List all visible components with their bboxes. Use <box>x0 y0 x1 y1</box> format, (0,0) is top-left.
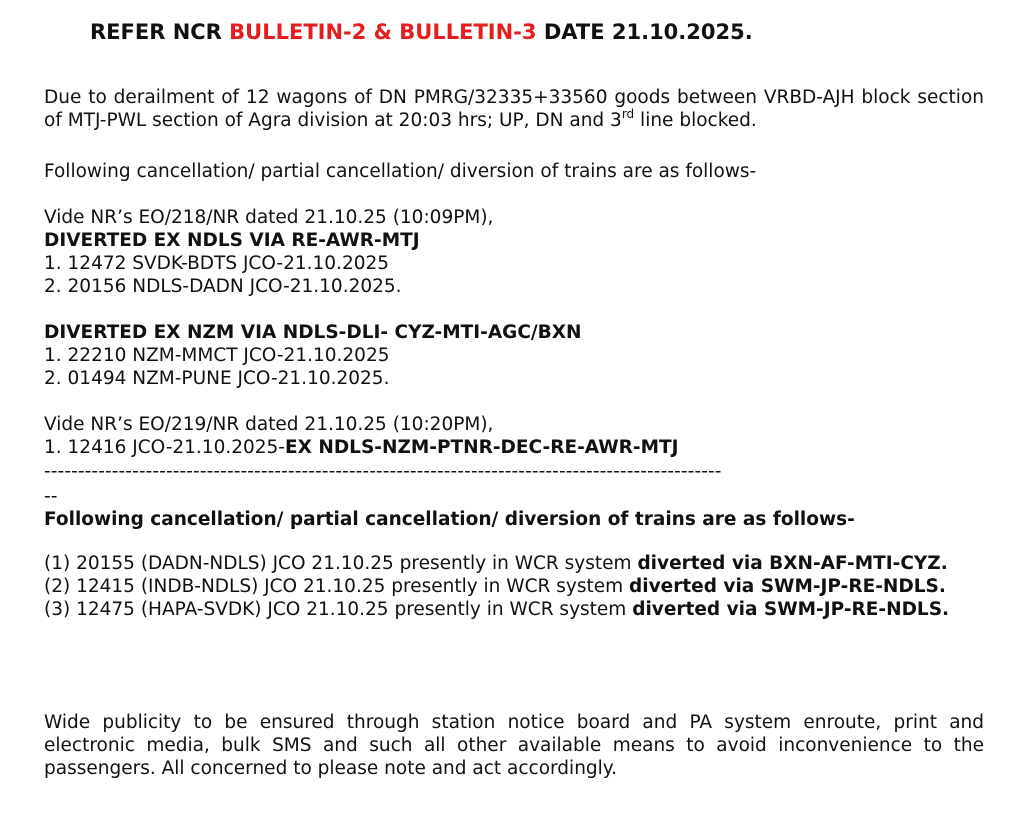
wcr-item-diversion: diverted via SWM-JP-RE-NDLS. <box>629 576 946 597</box>
title-bulletins: BULLETIN-2 & BULLETIN-3 <box>229 20 537 44</box>
eo218-section <box>44 206 984 298</box>
list-item: 1. 22210 NZM-MMCT JCO-21.10.2025 <box>44 345 390 366</box>
eo219-item-plain: 1. 12416 JCO-21.10.2025- <box>44 437 285 458</box>
wcr-diversion-list <box>44 552 984 621</box>
eo219-item <box>44 436 984 459</box>
eo218-diverted-heading-1: DIVERTED EX NDLS VIA RE-AWR-MTJ <box>44 230 420 251</box>
eo218-nzm-section <box>44 321 984 390</box>
list-item: 1. 12472 SVDK-BDTS JCO-21.10.2025 <box>44 253 390 274</box>
wcr-item-plain: (3) 12475 (HAPA-SVDK) JCO 21.10.25 presently in WCR system <box>44 599 633 620</box>
eo219-vide: Vide NR’s EO/219/NR dated 21.10.25 (10:20PM), <box>44 414 494 435</box>
list-item: 2. 20156 NDLS-DADN JCO-21.10.2025. <box>44 276 402 297</box>
eo219-section <box>44 413 984 459</box>
following-heading-1: Following cancellation/ partial cancellation/ diversion of trains are as follows- <box>44 161 757 182</box>
list-item <box>44 598 984 621</box>
intro-superscript: rd <box>621 107 635 121</box>
intro-paragraph <box>44 86 984 132</box>
following-heading-2: Following cancellation/ partial cancellation/ diversion of trains are as follows- <box>44 509 855 530</box>
list-item <box>44 552 984 575</box>
eo218-vide: Vide NR’s EO/218/NR dated 21.10.25 (10:09PM), <box>44 207 494 228</box>
wcr-item-diversion: diverted via SWM-JP-RE-NDLS. <box>632 599 950 620</box>
separator-line: ---------------------------------------------------------------------------------------------------- <box>44 461 722 482</box>
intro-tail: line blocked. <box>634 110 757 131</box>
eo219-item-route: EX NDLS-NZM-PTNR-DEC-RE-AWR-MTJ <box>285 437 679 458</box>
separator-tail: -- <box>44 486 58 507</box>
bulletin-title <box>90 18 753 46</box>
publicity-paragraph: Wide publicity to be ensured through station notice board and PA system enroute, print and electronic media, bulk SMS and such all other available means to avoid inconvenience to the passengers. All concerned to please note and act accordingly. <box>44 712 984 779</box>
eo218-diverted-heading-2: DIVERTED EX NZM VIA NDLS-DLI- CYZ-MTI-AGC/BXN <box>44 322 582 343</box>
wcr-item-plain: (2) 12415 (INDB-NDLS) JCO 21.10.25 presently in WCR system <box>44 576 629 597</box>
list-item: 2. 01494 NZM-PUNE JCO-21.10.2025. <box>44 368 390 389</box>
wcr-item-plain: (1) 20155 (DADN-NDLS) JCO 21.10.25 presently in WCR system <box>44 553 638 574</box>
title-prefix: REFER NCR <box>90 20 230 44</box>
list-item <box>44 575 984 598</box>
intro-text: Due to derailment of 12 wagons of DN PMRG/32335+33560 goods between VRBD-AJH block section of MTJ-PWL section of Agra division at 20:03 hrs; UP, DN and 3 <box>44 87 984 131</box>
title-date: DATE 21.10.2025. <box>536 20 753 44</box>
wcr-item-diversion: diverted via BXN-AF-MTI-CYZ. <box>637 553 948 574</box>
